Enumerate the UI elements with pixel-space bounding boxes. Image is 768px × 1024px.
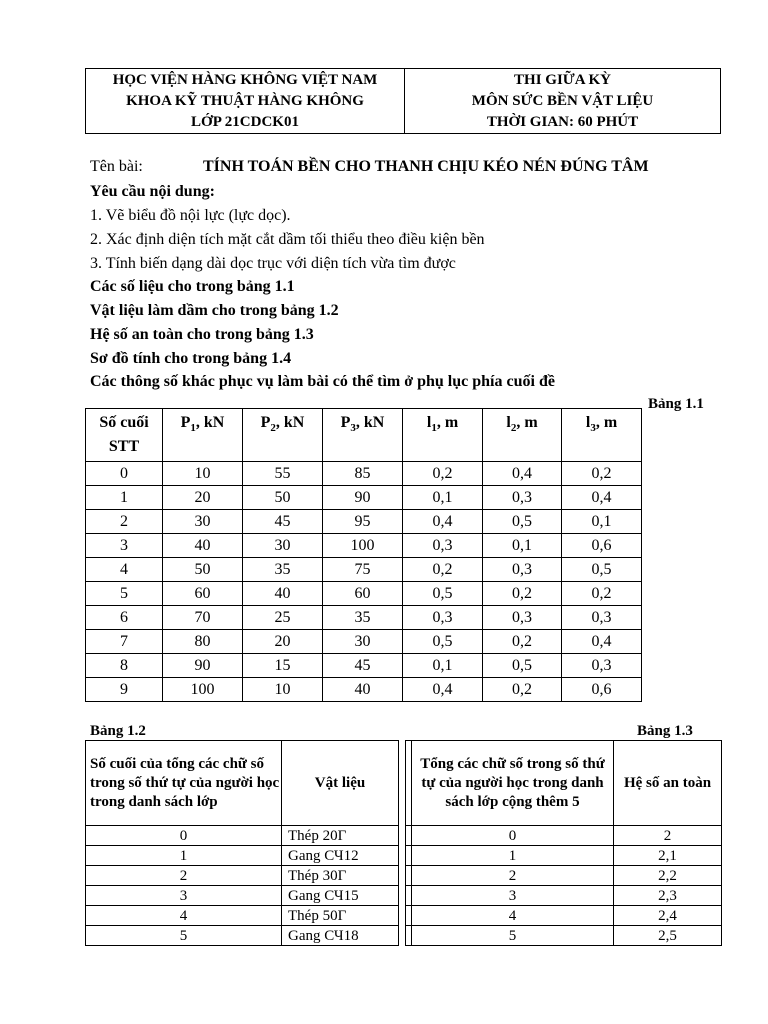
l2-cell: 0,3 [483, 558, 562, 582]
table-row [86, 926, 399, 946]
subject-name: MÔN SỨC BỀN VẬT LIỆU [471, 92, 654, 109]
requirement-item: 3. Tính biến dạng dài dọc trục với diện tích vừa tìm được [90, 255, 456, 272]
digit-sum-plus5-cell: 3 [412, 886, 614, 906]
table-row [406, 826, 722, 846]
table-row [86, 886, 399, 906]
l2-cell: 0,4 [483, 462, 562, 486]
safety-factor-cell: 2,5 [614, 926, 722, 946]
l3-cell: 0,3 [562, 606, 642, 630]
digit-sum-cell: 2 [86, 866, 282, 886]
stt-cell: 1 [86, 486, 163, 510]
stt-cell: 2 [86, 510, 163, 534]
column-header-l2: $l_2$, m [483, 409, 562, 462]
column-header-p3: $P_3$, kN [323, 409, 403, 462]
material-cell: Gang СЧ18 [282, 926, 399, 946]
table-1-1 [85, 408, 642, 702]
p1-cell: 100 [163, 678, 243, 702]
p2-cell: 10 [243, 678, 323, 702]
stt-cell: 9 [86, 678, 163, 702]
digit-sum-cell: 5 [86, 926, 282, 946]
table12-caption: Bảng 1.2 [90, 723, 146, 739]
digit-sum-cell: 4 [86, 906, 282, 926]
table-row [86, 486, 642, 510]
safety-factor-cell: 2,3 [614, 886, 722, 906]
p1-cell: 40 [163, 534, 243, 558]
stt-cell: 0 [86, 462, 163, 486]
table-header-row [406, 741, 722, 826]
column-header-safety-factor: Hệ số an toàn [614, 741, 722, 826]
p2-cell: 45 [243, 510, 323, 534]
faculty-name: KHOA KỸ THUẬT HÀNG KHÔNG [126, 92, 364, 109]
l2-cell: 0,2 [483, 582, 562, 606]
table-row [86, 462, 642, 486]
table-row [86, 582, 642, 606]
p1-cell: 60 [163, 582, 243, 606]
digit-sum-plus5-cell: 5 [412, 926, 614, 946]
exam-info-block [405, 69, 720, 133]
l3-cell: 0,3 [562, 654, 642, 678]
table-row [86, 826, 399, 846]
p3-cell: 30 [323, 630, 403, 654]
p2-cell: 40 [243, 582, 323, 606]
table-row [86, 630, 642, 654]
l2-cell: 0,5 [483, 510, 562, 534]
table-1-2 [85, 740, 399, 946]
l3-cell: 0,6 [562, 678, 642, 702]
l2-cell: 0,2 [483, 678, 562, 702]
table-row [86, 906, 399, 926]
p3-cell: 95 [323, 510, 403, 534]
l1-cell: 0,4 [403, 678, 483, 702]
note-line: Sơ đồ tính cho trong bảng 1.4 [90, 350, 292, 367]
safety-factor-cell: 2,1 [614, 846, 722, 866]
material-cell: Thép 30Г [282, 866, 399, 886]
table-row [406, 886, 722, 906]
note-line: Vật liệu làm dầm cho trong bảng 1.2 [90, 302, 339, 319]
l2-cell: 0,3 [483, 486, 562, 510]
table-row [86, 558, 642, 582]
l3-cell: 0,4 [562, 486, 642, 510]
l1-cell: 0,5 [403, 582, 483, 606]
l1-cell: 0,2 [403, 558, 483, 582]
p1-cell: 50 [163, 558, 243, 582]
p2-cell: 20 [243, 630, 323, 654]
table11-caption: Bảng 1.1 [648, 396, 704, 412]
l2-cell: 0,2 [483, 630, 562, 654]
digit-sum-plus5-cell: 4 [412, 906, 614, 926]
l1-cell: 0,3 [403, 606, 483, 630]
p1-cell: 90 [163, 654, 243, 678]
stt-cell: 5 [86, 582, 163, 606]
l2-cell: 0,1 [483, 534, 562, 558]
exam-type: THI GIỮA KỲ [514, 71, 611, 88]
table-header-row [86, 741, 399, 826]
note-line: Hệ số an toàn cho trong bảng 1.3 [90, 326, 314, 343]
l1-cell: 0,1 [403, 654, 483, 678]
column-header-l1: $l_1$, m [403, 409, 483, 462]
l1-cell: 0,4 [403, 510, 483, 534]
p1-cell: 20 [163, 486, 243, 510]
column-header-l3: $l_3$, m [562, 409, 642, 462]
table13-caption: Bảng 1.3 [637, 723, 693, 739]
l3-cell: 0,1 [562, 510, 642, 534]
stt-cell: 8 [86, 654, 163, 678]
material-cell: Thép 20Г [282, 826, 399, 846]
table-row [86, 534, 642, 558]
l1-cell: 0,2 [403, 462, 483, 486]
p2-cell: 35 [243, 558, 323, 582]
table-row [406, 906, 722, 926]
l3-cell: 0,2 [562, 462, 642, 486]
table-row [86, 678, 642, 702]
p2-cell: 25 [243, 606, 323, 630]
table-header-row [86, 409, 642, 462]
note-line: Các số liệu cho trong bảng 1.1 [90, 278, 295, 295]
digit-sum-plus5-cell: 2 [412, 866, 614, 886]
p1-cell: 10 [163, 462, 243, 486]
table-row [406, 846, 722, 866]
p3-cell: 60 [323, 582, 403, 606]
digit-sum-plus5-cell: 1 [412, 846, 614, 866]
stt-cell: 7 [86, 630, 163, 654]
column-header-stt: Số cuối STT [86, 409, 163, 462]
p1-cell: 80 [163, 630, 243, 654]
material-cell: Gang СЧ15 [282, 886, 399, 906]
material-cell: Gang СЧ12 [282, 846, 399, 866]
p3-cell: 40 [323, 678, 403, 702]
digit-sum-plus5-cell: 0 [412, 826, 614, 846]
l2-cell: 0,5 [483, 654, 562, 678]
p2-cell: 15 [243, 654, 323, 678]
exam-header [85, 68, 721, 134]
p3-cell: 90 [323, 486, 403, 510]
table-row [86, 654, 642, 678]
requirement-item: 1. Vẽ biểu đồ nội lực (lực dọc). [90, 207, 291, 224]
digit-sum-cell: 3 [86, 886, 282, 906]
assignment-title-label: Tên bài: [90, 158, 143, 175]
note-line: Các thông số khác phục vụ làm bài có thể tìm ở phụ lục phía cuối đề [90, 373, 555, 390]
exam-duration: THỜI GIAN: 60 PHÚT [486, 113, 639, 130]
table-row [406, 866, 722, 886]
digit-sum-cell: 0 [86, 826, 282, 846]
column-header-p2: $P_2$, kN [243, 409, 323, 462]
l1-cell: 0,5 [403, 630, 483, 654]
requirement-item: 2. Xác định diện tích mặt cắt dầm tối thiểu theo điều kiện bền [90, 231, 485, 248]
class-name: LỚP 21CDCK01 [191, 113, 299, 130]
safety-factor-cell: 2,4 [614, 906, 722, 926]
p1-cell: 70 [163, 606, 243, 630]
stt-cell: 3 [86, 534, 163, 558]
requirements-heading: Yêu cầu nội dung: [90, 183, 215, 200]
safety-factor-cell: 2 [614, 826, 722, 846]
l3-cell: 0,4 [562, 630, 642, 654]
p3-cell: 45 [323, 654, 403, 678]
p3-cell: 100 [323, 534, 403, 558]
column-header-material: Vật liệu [282, 741, 399, 826]
table-row [406, 926, 722, 946]
l3-cell: 0,2 [562, 582, 642, 606]
l3-cell: 0,6 [562, 534, 642, 558]
p2-cell: 30 [243, 534, 323, 558]
table-row [86, 866, 399, 886]
assignment-title: TÍNH TOÁN BỀN CHO THANH CHỊU KÉO NÉN ĐÚNG TÂM [203, 158, 649, 175]
material-cell: Thép 50Г [282, 906, 399, 926]
l1-cell: 0,3 [403, 534, 483, 558]
institution-name: HỌC VIỆN HÀNG KHÔNG VIỆT NAM [112, 71, 378, 88]
l2-cell: 0,3 [483, 606, 562, 630]
p3-cell: 85 [323, 462, 403, 486]
p2-cell: 50 [243, 486, 323, 510]
stt-cell: 6 [86, 606, 163, 630]
column-header-digit-sum-plus5: Tổng các chữ số trong số thứ tự của người học trong danh sách lớp cộng thêm 5 [412, 741, 614, 826]
table-1-3 [405, 740, 722, 946]
p1-cell: 30 [163, 510, 243, 534]
stt-cell: 4 [86, 558, 163, 582]
l1-cell: 0,1 [403, 486, 483, 510]
table-row [86, 846, 399, 866]
p3-cell: 75 [323, 558, 403, 582]
p2-cell: 55 [243, 462, 323, 486]
l3-cell: 0,5 [562, 558, 642, 582]
table-row [86, 606, 642, 630]
column-header-digit-sum: Số cuối của tổng các chữ số trong số thứ tự của người học trong danh sách lớp [86, 741, 282, 826]
column-header-p1: $P_1$, kN [163, 409, 243, 462]
institution-block [86, 69, 405, 133]
safety-factor-cell: 2,2 [614, 866, 722, 886]
digit-sum-cell: 1 [86, 846, 282, 866]
p3-cell: 35 [323, 606, 403, 630]
table-row [86, 510, 642, 534]
